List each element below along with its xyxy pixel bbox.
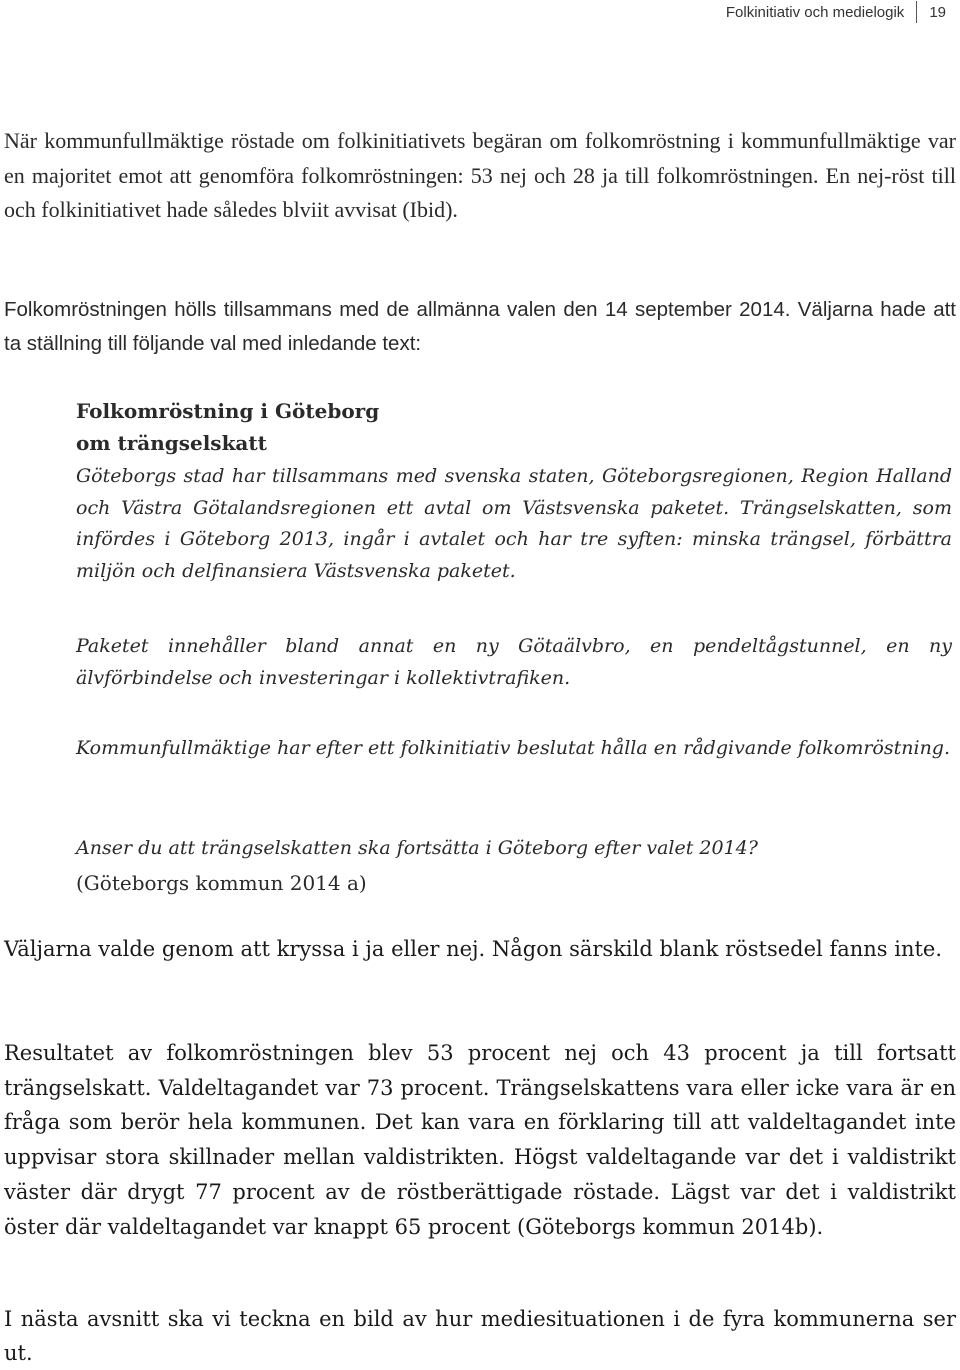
- ballot-text-paragraph-1: Göteborgs stad har tillsammans med svenska staten, Göteborgsregionen, Region Halland och Västra Götalandsregionen ett avtal om Västsvenska paketet. Trängselskatten, som infördes i Göteborg 2013, ingår i avtalet och har tre syften: minska trängsel, förbättra miljön och delfinansiera Västsvenska paketet.: [76, 465, 952, 583]
- paragraph-council-vote: När kommunfullmäktige röstade om folkinitiativets begäran om folkomröstning i kommunfullmäktige var en majoritet emot att genomföra folkomröstningen: 53 nej och 28 ja till folkomröstningen. En nej-röst till och folkinitiativet hade således blviit avvisat (Ibid).: [4, 128, 956, 223]
- paragraph-results: Resultatet av folkomröstningen blev 53 procent nej och 43 procent ja till fortsatt trängselskatt. Valdeltagandet var 73 procent. Trängselskattens vara eller icke vara är en fråga som berör hela kommunen. Det kan vara en förklaring till att valdeltagandet inte uppvisar stora skillnader mellan valdistrikten. Högst valdeltagande var det i valdistrikt väster där drygt 77 procent av de röstberättigade röstade. Lägst var det i valdistrikt öster där valdeltagandet var knappt 65 procent (Göteborgs kommun 2014b).: [4, 1041, 956, 1239]
- running-title: Folkinitiativ och medielogik: [725, 3, 905, 21]
- paragraph-ballot-method: Väljarna valde genom att kryssa i ja eller nej. Någon särskild blank röstsedel fanns inte.: [4, 937, 943, 961]
- ballot-text-paragraph-3: Kommunfullmäktige har efter ett folkinitiativ beslutat hålla en rådgivande folkomröstning.: [76, 737, 951, 759]
- paragraph-referendum-date: Folkomröstningen hölls tillsammans med de allmänna valen den 14 september 2014. Väljarna hade att ta ställning till följande val med inledande text:: [4, 298, 956, 355]
- ballot-heading-line2: om trängselskatt: [76, 431, 267, 455]
- ballot-source: (Göteborgs kommun 2014 a): [76, 871, 367, 895]
- paragraph-next-section: I nästa avsnitt ska vi teckna en bild av hur mediesituationen i de fyra kommunerna ser ut.: [4, 1307, 956, 1365]
- running-header: [726, 0, 946, 24]
- page-number: 19: [929, 3, 946, 21]
- ballot-question: Anser du att trängselskatten ska fortsätta i Göteborg efter valet 2014?: [76, 837, 758, 859]
- ballot-text-paragraph-2: Paketet innehåller bland annat en ny Götaälvbro, en pendeltågstunnel, en ny älvförbindelse och investeringar i kollektivtrafiken.: [76, 635, 952, 689]
- ballot-heading-line1: Folkomröstning i Göteborg: [76, 399, 380, 423]
- header-divider: [916, 1, 917, 23]
